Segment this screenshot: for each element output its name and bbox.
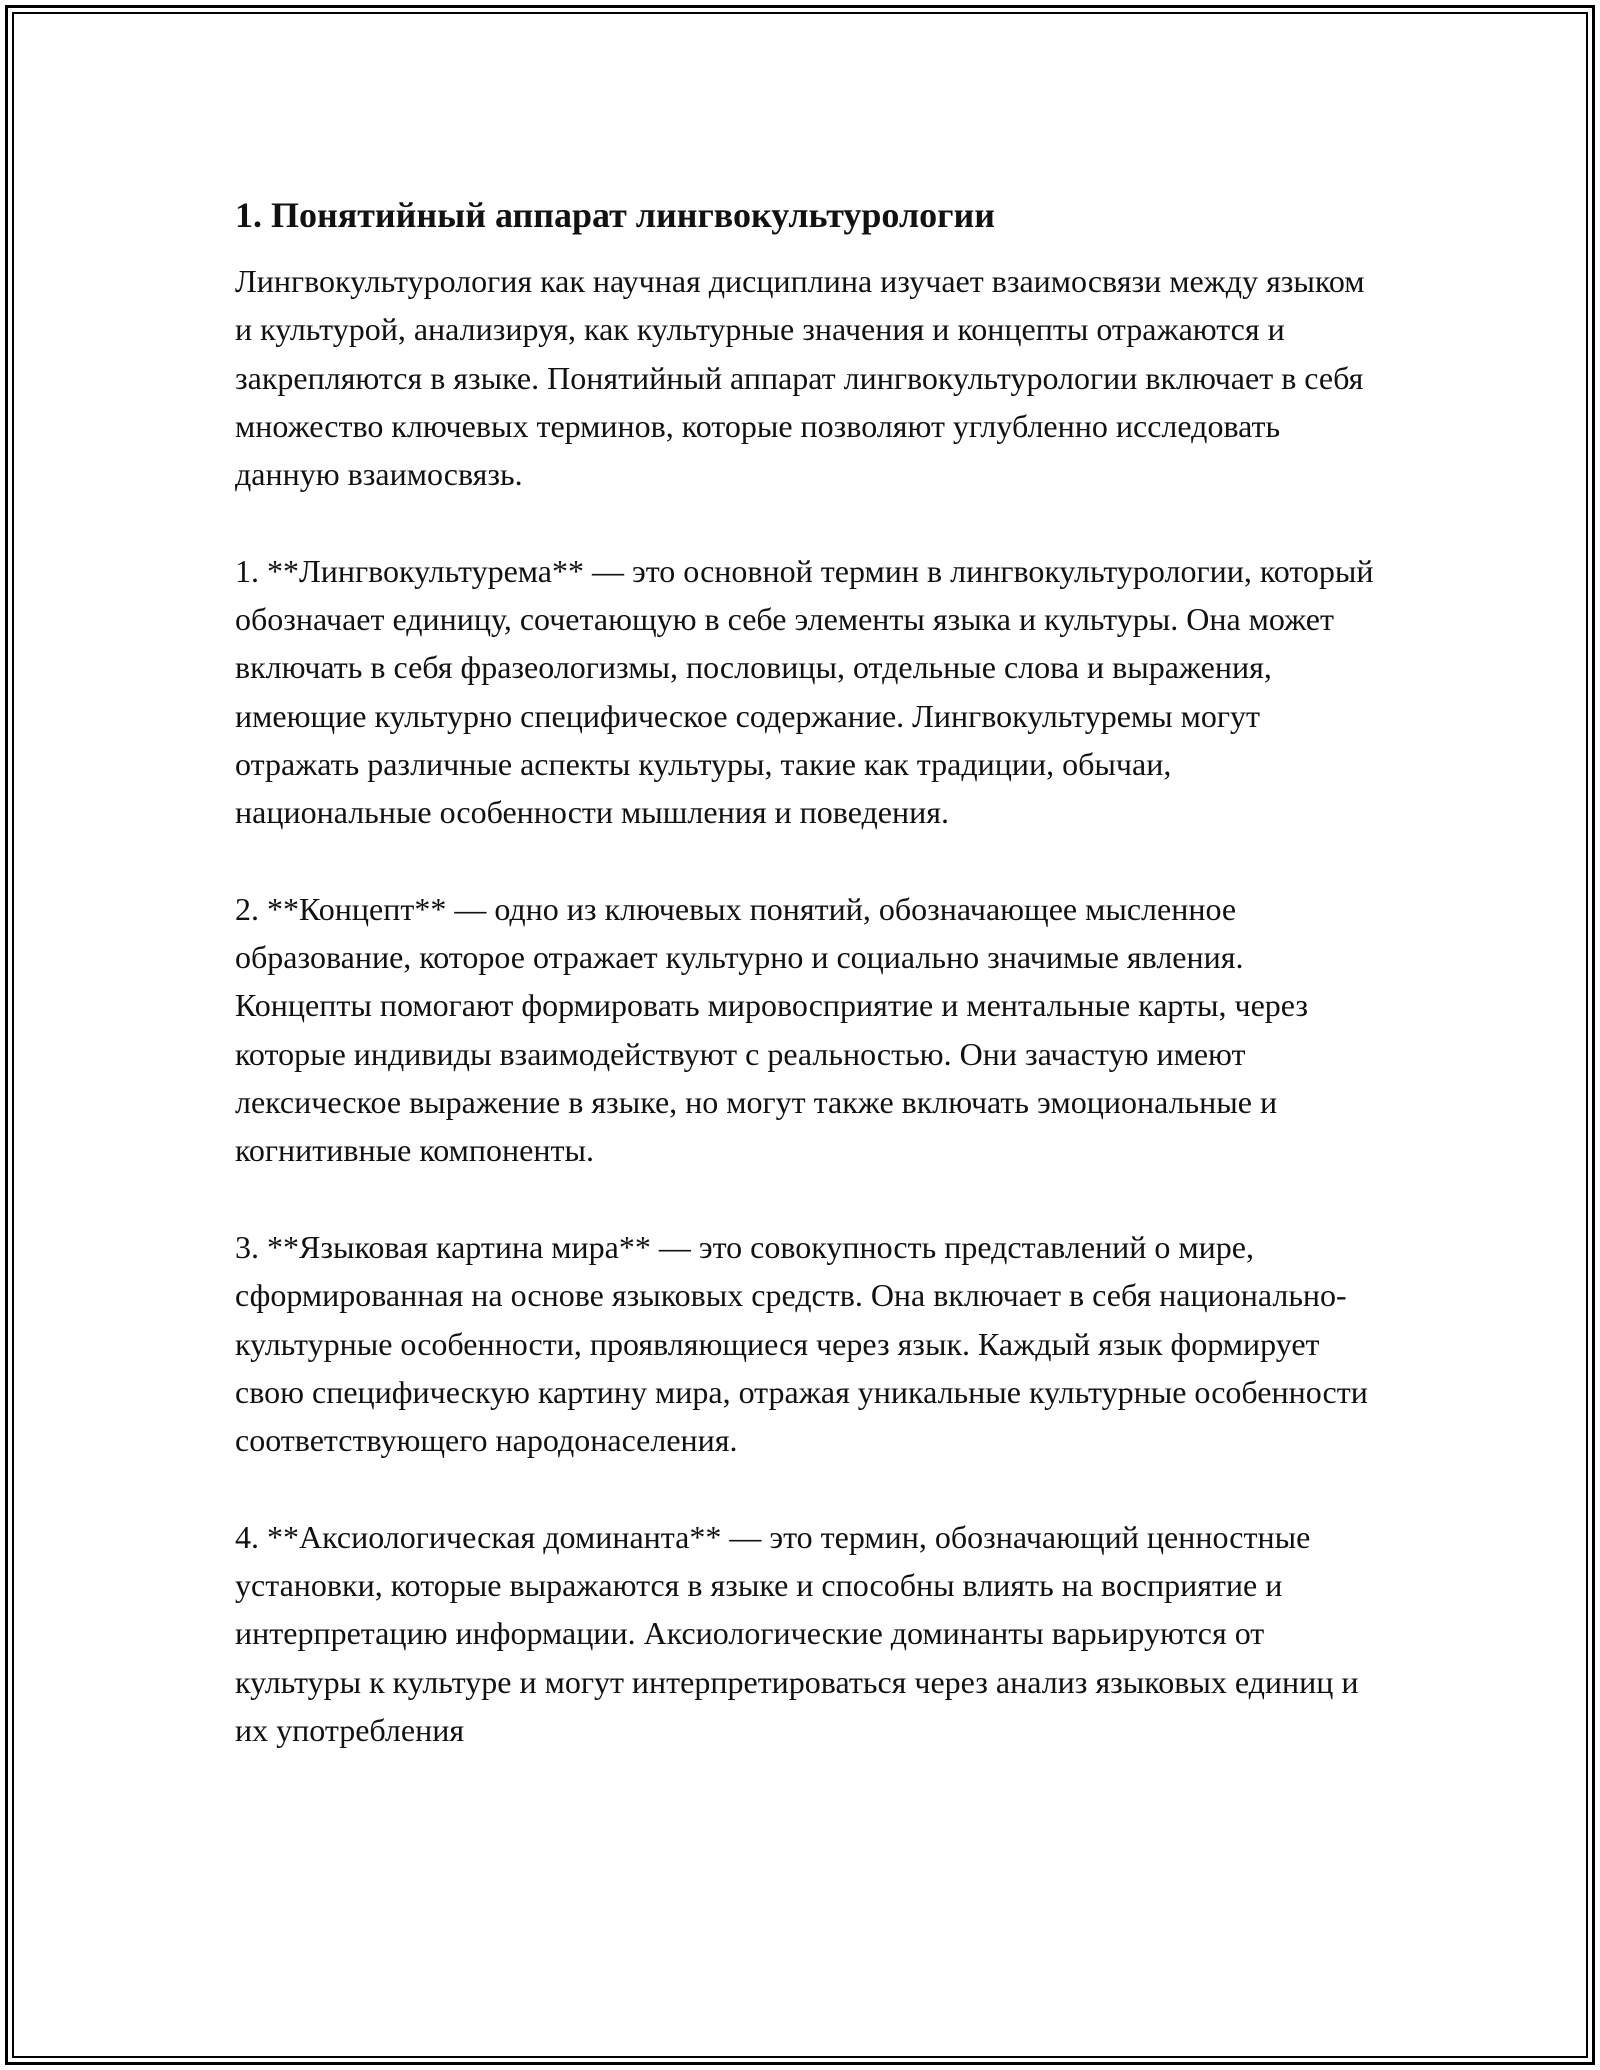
paragraph-lingvokulturema: 1. **Лингвокультурема** — это основной термин в лингвокультурологии, который обозначает единицу, сочетающую в себе элементы языка и культуры. Она может включать в себя фразеологизмы, пословицы, отдельные слова и выражения, имеющие культурно специфическое содержание. Лингвокультуремы могут отражать различные аспекты культуры, такие как традиции, обычаи, национальные особенности мышления и поведения. bbox=[235, 552, 1374, 831]
paragraph-koncept: 2. **Концепт** — одно из ключевых понятий, обозначающее мысленное образование, которое отражает культурно и социально значимые явления. Концепты помогают формировать мировосприятие и ментальные карты, через которые индивиды взаимодействуют с реальностью. Они зачастую имеют лексическое выражение в языке, но могут также включать эмоциональные и когнитивные компоненты. bbox=[235, 890, 1308, 1169]
paragraph-aksiologicheskaya-dominanta: 4. **Аксиологическая доминанта** — это термин, обозначающий ценностные установки, которые выражаются в языке и способны влиять на восприятие и интерпретацию информации. Аксиологические доминанты варьируются от культуры к культуре и могут интерпретироваться через анализ языковых единиц и их употребления bbox=[235, 1518, 1359, 1748]
paragraph-intro: Лингвокультурология как научная дисциплина изучает взаимосвязи между языком и культурой, анализируя, как культурные значения и концепты отражаются и закрепляются в языке. Понятийный аппарат лингвокультурологии включает в себя множество ключевых терминов, которые позволяют углубленно исследовать данную взаимосвязь. bbox=[235, 263, 1365, 493]
paragraph-yazykovaya-kartina-mira: 3. **Языковая картина мира** — это совокупность представлений о мире, сформированная на основе языковых средств. Она включает в себя национально-культурные особенности, проявляющиеся через язык. Каждый язык формирует свою специфическую картину мира, отражая уникальные культурные особенности соответствующего народонаселения. bbox=[235, 1228, 1368, 1459]
document-page bbox=[235, 187, 1375, 1754]
section-title: 1. Понятийный аппарат лингвокультурологии bbox=[235, 195, 995, 235]
